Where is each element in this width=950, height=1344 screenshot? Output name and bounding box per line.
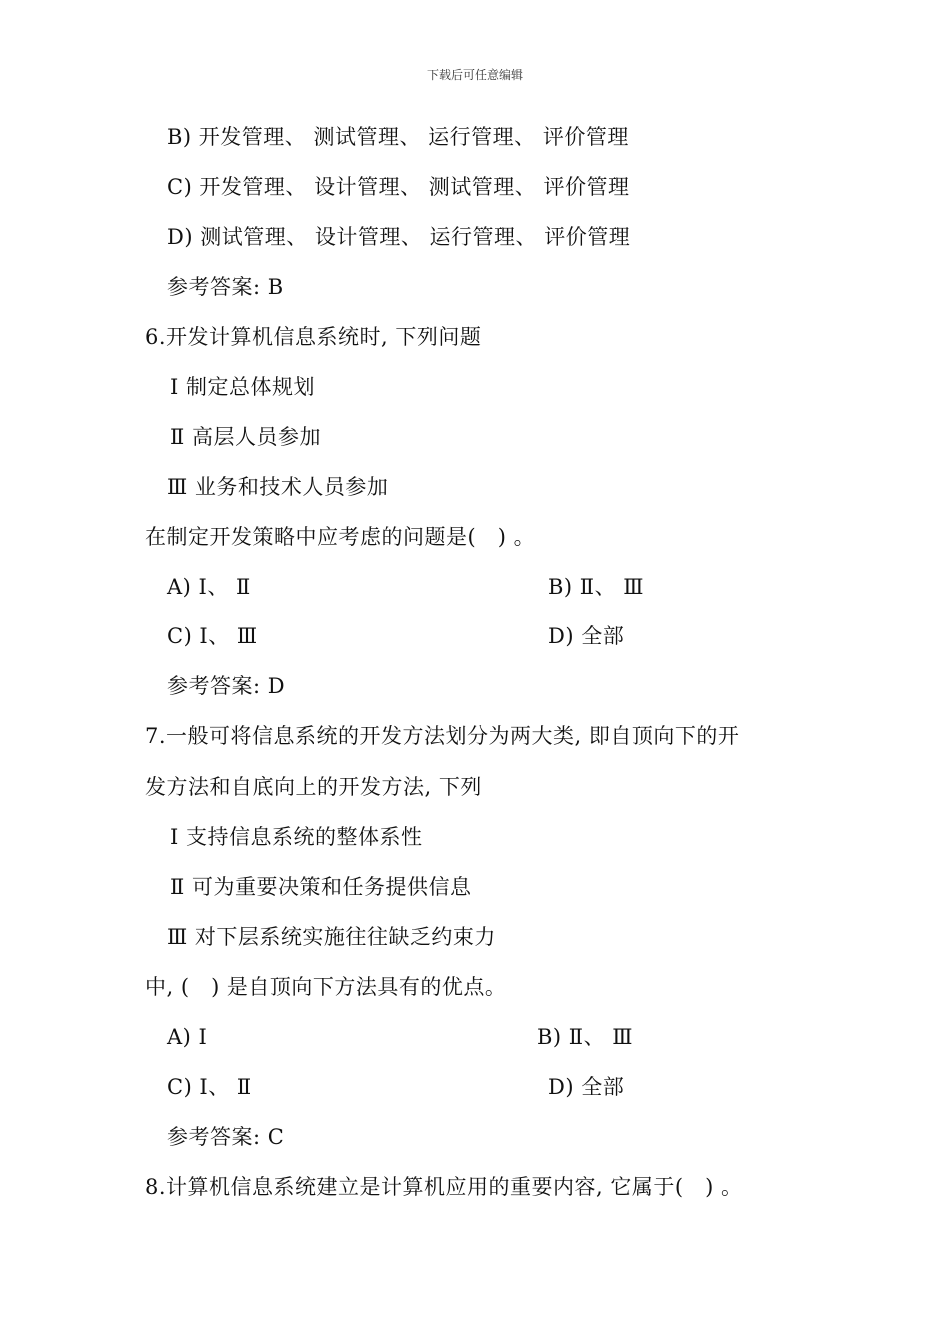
q6-stem: 6.开发计算机信息系统时, 下列问题 (145, 325, 482, 349)
q6-option-c: C) Ⅰ、 Ⅲ (167, 624, 258, 648)
q6-option-a: A) Ⅰ、 Ⅱ (167, 575, 251, 599)
q7-option-a: A) Ⅰ (167, 1025, 208, 1049)
q6-item-3: Ⅲ 业务和技术人员参加 (167, 475, 389, 499)
q6-option-b: B) Ⅱ、 Ⅲ (548, 575, 645, 599)
q7-item-2: Ⅱ 可为重要决策和任务提供信息 (170, 875, 472, 899)
q7-stem-end: 中, ( ) 是自顶向下方法具有的优点。 (145, 975, 507, 999)
q7-stem-line-2: 发方法和自底向上的开发方法, 下列 (145, 775, 482, 799)
q7-option-b: B) Ⅱ、 Ⅲ (537, 1025, 634, 1049)
page-header: 下载后可任意编辑 (426, 68, 523, 82)
q6-option-d: D) 全部 (548, 624, 625, 648)
q6-answer: 参考答案: D (167, 674, 286, 698)
q8-stem: 8.计算机信息系统建立是计算机应用的重要内容, 它属于( ) 。 (145, 1175, 743, 1199)
q5-option-d: D) 测试管理、 设计管理、 运行管理、 评价管理 (167, 225, 631, 249)
q7-option-c: C) Ⅰ、 Ⅱ (167, 1075, 252, 1099)
q6-item-1: Ⅰ 制定总体规划 (170, 375, 315, 399)
q7-answer: 参考答案: C (167, 1125, 285, 1149)
q5-option-b: B) 开发管理、 测试管理、 运行管理、 评价管理 (167, 125, 629, 149)
q7-item-1: Ⅰ 支持信息系统的整体系性 (170, 825, 423, 849)
q5-option-c: C) 开发管理、 设计管理、 测试管理、 评价管理 (167, 175, 630, 199)
q6-item-2: Ⅱ 高层人员参加 (170, 425, 321, 449)
q7-option-d: D) 全部 (548, 1075, 625, 1099)
q5-answer: 参考答案: B (167, 275, 284, 299)
q6-stem-end: 在制定开发策略中应考虑的问题是( ) 。 (145, 525, 536, 549)
q7-stem-line-1: 7.一般可将信息系统的开发方法划分为两大类, 即自顶向下的开 (145, 724, 740, 748)
q7-item-3: Ⅲ 对下层系统实施往往缺乏约束力 (167, 925, 496, 949)
